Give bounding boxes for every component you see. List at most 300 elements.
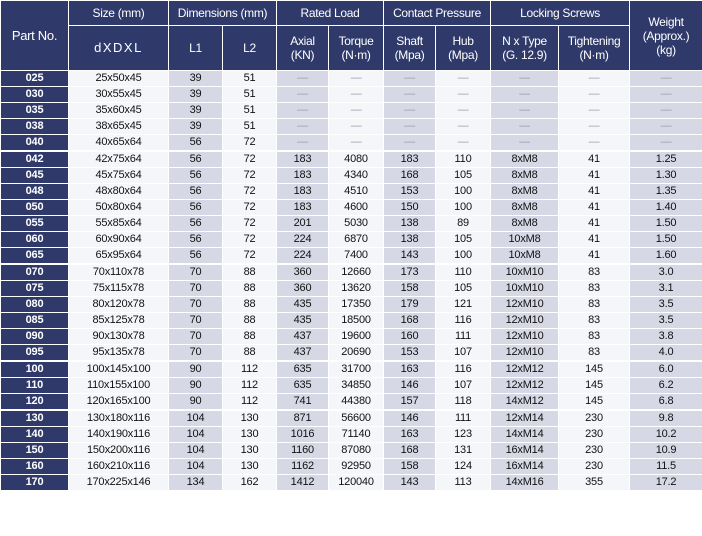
cell-torque: 92950: [329, 459, 384, 475]
cell-l1: 104: [169, 459, 223, 475]
table-row: [1, 264, 702, 281]
cell-hub: —: [436, 119, 491, 135]
cell-size: 38x65x45: [69, 119, 169, 135]
cell-axial: 435: [277, 313, 329, 329]
cell-weight: 6.8: [630, 394, 702, 411]
cell-hub: 89: [436, 216, 491, 232]
cell-axial: 183: [277, 200, 329, 216]
cell-part-no: 075: [1, 281, 69, 297]
cell-part-no: 030: [1, 87, 69, 103]
header-weight: Weight (Approx.) (kg): [630, 1, 702, 71]
cell-tightening: 83: [559, 313, 630, 329]
cell-part-no: 085: [1, 313, 69, 329]
cell-l2: 72: [223, 248, 277, 265]
cell-hub: 113: [436, 475, 491, 491]
cell-size: 100x145x100: [69, 361, 169, 378]
cell-l1: 90: [169, 378, 223, 394]
cell-n-x-type: 8xM8: [491, 168, 559, 184]
header-part-no: Part No.: [1, 1, 69, 71]
cell-part-no: 150: [1, 443, 69, 459]
cell-tightening: 145: [559, 394, 630, 411]
cell-part-no: 160: [1, 459, 69, 475]
cell-n-x-type: 14xM16: [491, 475, 559, 491]
table-row: [1, 345, 702, 362]
header-torque: Torque (N·m): [329, 26, 384, 71]
cell-tightening: 41: [559, 184, 630, 200]
cell-size: 60x90x64: [69, 232, 169, 248]
cell-shaft: 183: [384, 151, 436, 168]
cell-size: 55x85x64: [69, 216, 169, 232]
cell-shaft: 138: [384, 216, 436, 232]
table-row: [1, 475, 702, 491]
cell-l2: 72: [223, 200, 277, 216]
header-rated-load: Rated Load: [277, 1, 384, 26]
table-row: [1, 410, 702, 427]
cell-size: 75x115x78: [69, 281, 169, 297]
cell-weight: 1.25: [630, 151, 702, 168]
cell-weight: 3.1: [630, 281, 702, 297]
table-row: [1, 297, 702, 313]
cell-shaft: 146: [384, 378, 436, 394]
cell-part-no: 130: [1, 410, 69, 427]
cell-shaft: —: [384, 135, 436, 152]
table-row: [1, 216, 702, 232]
table-row: [1, 394, 702, 411]
cell-tightening: 41: [559, 151, 630, 168]
cell-n-x-type: 10xM8: [491, 248, 559, 265]
table-row: [1, 151, 702, 168]
cell-l1: 70: [169, 313, 223, 329]
cell-torque: 6870: [329, 232, 384, 248]
cell-axial: 224: [277, 232, 329, 248]
cell-l1: 104: [169, 443, 223, 459]
cell-shaft: 153: [384, 345, 436, 362]
cell-part-no: 090: [1, 329, 69, 345]
cell-tightening: 83: [559, 329, 630, 345]
cell-n-x-type: —: [491, 87, 559, 103]
cell-size: 42x75x64: [69, 151, 169, 168]
cell-l1: 134: [169, 475, 223, 491]
cell-shaft: 173: [384, 264, 436, 281]
cell-axial: 183: [277, 151, 329, 168]
cell-size: 110x155x100: [69, 378, 169, 394]
cell-torque: —: [329, 71, 384, 87]
cell-weight: 1.50: [630, 216, 702, 232]
cell-torque: 4340: [329, 168, 384, 184]
cell-hub: —: [436, 103, 491, 119]
cell-hub: 105: [436, 281, 491, 297]
cell-size: 50x80x64: [69, 200, 169, 216]
cell-tightening: 41: [559, 168, 630, 184]
cell-weight: 6.2: [630, 378, 702, 394]
cell-shaft: —: [384, 71, 436, 87]
header-axial: Axial (KN): [277, 26, 329, 71]
cell-weight: 3.8: [630, 329, 702, 345]
table-header: [1, 1, 702, 71]
cell-weight: 9.8: [630, 410, 702, 427]
cell-size: 48x80x64: [69, 184, 169, 200]
table-row: [1, 281, 702, 297]
cell-axial: 635: [277, 378, 329, 394]
cell-size: 85x125x78: [69, 313, 169, 329]
cell-part-no: 060: [1, 232, 69, 248]
cell-l2: 88: [223, 329, 277, 345]
header-shaft: Shaft (Mpa): [384, 26, 436, 71]
cell-shaft: 153: [384, 184, 436, 200]
cell-n-x-type: 12xM12: [491, 378, 559, 394]
cell-torque: 87080: [329, 443, 384, 459]
cell-torque: 4080: [329, 151, 384, 168]
cell-weight: 4.0: [630, 345, 702, 362]
cell-tightening: 145: [559, 378, 630, 394]
table-row: [1, 103, 702, 119]
cell-part-no: 070: [1, 264, 69, 281]
cell-hub: 107: [436, 378, 491, 394]
cell-shaft: 158: [384, 459, 436, 475]
cell-hub: 105: [436, 168, 491, 184]
cell-hub: 107: [436, 345, 491, 362]
cell-torque: 5030: [329, 216, 384, 232]
cell-l1: 70: [169, 264, 223, 281]
cell-l1: 39: [169, 119, 223, 135]
cell-part-no: 042: [1, 151, 69, 168]
table-row: [1, 200, 702, 216]
table-row: [1, 71, 702, 87]
table-body: [1, 71, 702, 491]
cell-l2: 130: [223, 410, 277, 427]
table-row: [1, 119, 702, 135]
table-row: [1, 87, 702, 103]
cell-n-x-type: 12xM10: [491, 345, 559, 362]
cell-n-x-type: 8xM8: [491, 200, 559, 216]
cell-tightening: 230: [559, 443, 630, 459]
cell-n-x-type: 10xM8: [491, 232, 559, 248]
cell-part-no: 048: [1, 184, 69, 200]
cell-l1: 104: [169, 427, 223, 443]
cell-tightening: —: [559, 119, 630, 135]
cell-torque: 4510: [329, 184, 384, 200]
cell-tightening: 230: [559, 459, 630, 475]
cell-l2: 112: [223, 361, 277, 378]
cell-l2: 72: [223, 184, 277, 200]
header-contact-pressure: Contact Pressure: [384, 1, 491, 26]
cell-n-x-type: 12xM10: [491, 313, 559, 329]
cell-torque: —: [329, 87, 384, 103]
cell-shaft: 168: [384, 168, 436, 184]
cell-axial: 871: [277, 410, 329, 427]
cell-axial: 360: [277, 264, 329, 281]
cell-weight: —: [630, 87, 702, 103]
table-row: [1, 184, 702, 200]
cell-size: 140x190x116: [69, 427, 169, 443]
cell-hub: 131: [436, 443, 491, 459]
cell-l2: 162: [223, 475, 277, 491]
cell-n-x-type: 8xM8: [491, 151, 559, 168]
cell-hub: 110: [436, 264, 491, 281]
cell-tightening: 355: [559, 475, 630, 491]
cell-axial: 224: [277, 248, 329, 265]
cell-l2: 88: [223, 281, 277, 297]
table-row: [1, 168, 702, 184]
cell-shaft: —: [384, 87, 436, 103]
cell-hub: 100: [436, 248, 491, 265]
cell-axial: 437: [277, 345, 329, 362]
cell-hub: 111: [436, 410, 491, 427]
cell-hub: 123: [436, 427, 491, 443]
cell-l1: 56: [169, 248, 223, 265]
cell-l2: 88: [223, 297, 277, 313]
cell-weight: 17.2: [630, 475, 702, 491]
cell-hub: 105: [436, 232, 491, 248]
cell-l1: 70: [169, 297, 223, 313]
table-row: [1, 135, 702, 152]
cell-weight: 1.35: [630, 184, 702, 200]
cell-weight: 1.40: [630, 200, 702, 216]
cell-tightening: 145: [559, 361, 630, 378]
cell-part-no: 100: [1, 361, 69, 378]
cell-tightening: —: [559, 135, 630, 152]
cell-l2: 51: [223, 87, 277, 103]
cell-l1: 39: [169, 103, 223, 119]
cell-l1: 56: [169, 151, 223, 168]
cell-shaft: 168: [384, 313, 436, 329]
cell-torque: 56600: [329, 410, 384, 427]
cell-weight: 10.9: [630, 443, 702, 459]
cell-n-x-type: 10xM10: [491, 264, 559, 281]
cell-l1: 56: [169, 200, 223, 216]
cell-l1: 70: [169, 281, 223, 297]
cell-part-no: 025: [1, 71, 69, 87]
cell-size: 150x200x116: [69, 443, 169, 459]
cell-tightening: 83: [559, 297, 630, 313]
cell-tightening: 41: [559, 200, 630, 216]
cell-n-x-type: 12xM10: [491, 297, 559, 313]
cell-n-x-type: 12xM10: [491, 329, 559, 345]
cell-torque: 18500: [329, 313, 384, 329]
cell-size: 90x130x78: [69, 329, 169, 345]
cell-part-no: 055: [1, 216, 69, 232]
cell-size: 70x110x78: [69, 264, 169, 281]
cell-torque: 120040: [329, 475, 384, 491]
cell-weight: —: [630, 135, 702, 152]
cell-size: 35x60x45: [69, 103, 169, 119]
cell-tightening: 83: [559, 281, 630, 297]
cell-n-x-type: 16xM14: [491, 443, 559, 459]
cell-tightening: 41: [559, 216, 630, 232]
header-l1: L1: [169, 26, 223, 71]
cell-n-x-type: 12xM12: [491, 361, 559, 378]
cell-tightening: 230: [559, 410, 630, 427]
table-row: [1, 427, 702, 443]
cell-l1: 56: [169, 184, 223, 200]
cell-shaft: 179: [384, 297, 436, 313]
cell-hub: 121: [436, 297, 491, 313]
cell-l2: 72: [223, 216, 277, 232]
cell-l1: 56: [169, 216, 223, 232]
cell-l2: 112: [223, 394, 277, 411]
cell-shaft: 158: [384, 281, 436, 297]
table-row: [1, 443, 702, 459]
cell-axial: —: [277, 87, 329, 103]
cell-torque: 71140: [329, 427, 384, 443]
header-hub: Hub (Mpa): [436, 26, 491, 71]
cell-n-x-type: —: [491, 71, 559, 87]
cell-axial: 360: [277, 281, 329, 297]
cell-part-no: 095: [1, 345, 69, 362]
table-row: [1, 313, 702, 329]
cell-n-x-type: 10xM10: [491, 281, 559, 297]
cell-n-x-type: 14xM12: [491, 394, 559, 411]
cell-tightening: —: [559, 87, 630, 103]
cell-shaft: 168: [384, 443, 436, 459]
cell-l2: 72: [223, 232, 277, 248]
cell-l1: 56: [169, 232, 223, 248]
cell-shaft: 163: [384, 361, 436, 378]
cell-torque: 34850: [329, 378, 384, 394]
cell-size: 40x65x64: [69, 135, 169, 152]
cell-part-no: 045: [1, 168, 69, 184]
cell-part-no: 040: [1, 135, 69, 152]
cell-weight: 1.30: [630, 168, 702, 184]
cell-hub: 111: [436, 329, 491, 345]
cell-size: 25x50x45: [69, 71, 169, 87]
cell-size: 95x135x78: [69, 345, 169, 362]
cell-n-x-type: 8xM8: [491, 184, 559, 200]
cell-torque: —: [329, 119, 384, 135]
header-dxdxl: dXDXL: [69, 26, 169, 71]
cell-axial: 1412: [277, 475, 329, 491]
cell-weight: 10.2: [630, 427, 702, 443]
cell-axial: —: [277, 135, 329, 152]
cell-shaft: 157: [384, 394, 436, 411]
cell-shaft: —: [384, 103, 436, 119]
header-dimensions: Dimensions (mm): [169, 1, 277, 26]
cell-axial: 741: [277, 394, 329, 411]
cell-tightening: 230: [559, 427, 630, 443]
cell-shaft: 150: [384, 200, 436, 216]
cell-l2: 88: [223, 313, 277, 329]
cell-part-no: 170: [1, 475, 69, 491]
cell-axial: —: [277, 119, 329, 135]
cell-l1: 90: [169, 361, 223, 378]
cell-l1: 56: [169, 168, 223, 184]
cell-n-x-type: 16xM14: [491, 459, 559, 475]
cell-weight: 3.5: [630, 313, 702, 329]
cell-size: 120x165x100: [69, 394, 169, 411]
header-locking-screws: Locking Screws: [491, 1, 630, 26]
cell-part-no: 080: [1, 297, 69, 313]
cell-torque: 20690: [329, 345, 384, 362]
cell-torque: 31700: [329, 361, 384, 378]
cell-torque: 17350: [329, 297, 384, 313]
cell-shaft: —: [384, 119, 436, 135]
header-size: Size (mm): [69, 1, 169, 26]
cell-tightening: 83: [559, 264, 630, 281]
cell-size: 65x95x64: [69, 248, 169, 265]
cell-hub: —: [436, 87, 491, 103]
cell-l2: 72: [223, 151, 277, 168]
cell-axial: 437: [277, 329, 329, 345]
cell-hub: —: [436, 71, 491, 87]
cell-tightening: 41: [559, 248, 630, 265]
table-row: [1, 329, 702, 345]
header-n-x-type: N x Type (G. 12.9): [491, 26, 559, 71]
cell-torque: —: [329, 103, 384, 119]
cell-hub: 116: [436, 313, 491, 329]
cell-hub: 118: [436, 394, 491, 411]
cell-shaft: 138: [384, 232, 436, 248]
cell-tightening: 41: [559, 232, 630, 248]
table-row: [1, 459, 702, 475]
cell-axial: 1162: [277, 459, 329, 475]
cell-l2: 72: [223, 168, 277, 184]
cell-size: 170x225x146: [69, 475, 169, 491]
cell-shaft: 160: [384, 329, 436, 345]
cell-l2: 51: [223, 103, 277, 119]
cell-axial: —: [277, 103, 329, 119]
cell-size: 30x55x45: [69, 87, 169, 103]
cell-part-no: 110: [1, 378, 69, 394]
cell-l1: 70: [169, 345, 223, 362]
cell-weight: 11.5: [630, 459, 702, 475]
cell-l2: 112: [223, 378, 277, 394]
cell-n-x-type: 8xM8: [491, 216, 559, 232]
cell-part-no: 140: [1, 427, 69, 443]
cell-size: 45x75x64: [69, 168, 169, 184]
cell-hub: 100: [436, 184, 491, 200]
cell-weight: 3.0: [630, 264, 702, 281]
cell-axial: 635: [277, 361, 329, 378]
cell-l1: 39: [169, 71, 223, 87]
table-row: [1, 378, 702, 394]
table-row: [1, 248, 702, 265]
cell-l1: 56: [169, 135, 223, 152]
cell-axial: 183: [277, 184, 329, 200]
cell-weight: 1.50: [630, 232, 702, 248]
cell-n-x-type: —: [491, 119, 559, 135]
cell-size: 80x120x78: [69, 297, 169, 313]
cell-axial: 201: [277, 216, 329, 232]
cell-part-no: 120: [1, 394, 69, 411]
cell-l2: 130: [223, 427, 277, 443]
cell-l2: 72: [223, 135, 277, 152]
cell-l2: 51: [223, 119, 277, 135]
cell-torque: 44380: [329, 394, 384, 411]
cell-hub: 116: [436, 361, 491, 378]
cell-l1: 90: [169, 394, 223, 411]
table-row: [1, 361, 702, 378]
cell-tightening: —: [559, 103, 630, 119]
cell-torque: 4600: [329, 200, 384, 216]
cell-weight: 3.5: [630, 297, 702, 313]
cell-l1: 39: [169, 87, 223, 103]
cell-part-no: 035: [1, 103, 69, 119]
cell-hub: —: [436, 135, 491, 152]
cell-l2: 51: [223, 71, 277, 87]
cell-l2: 88: [223, 345, 277, 362]
cell-torque: 19600: [329, 329, 384, 345]
cell-weight: —: [630, 71, 702, 87]
cell-l1: 70: [169, 329, 223, 345]
cell-l2: 88: [223, 264, 277, 281]
cell-size: 160x210x116: [69, 459, 169, 475]
cell-axial: —: [277, 71, 329, 87]
cell-n-x-type: —: [491, 135, 559, 152]
cell-axial: 1016: [277, 427, 329, 443]
cell-n-x-type: 14xM14: [491, 427, 559, 443]
cell-n-x-type: 12xM14: [491, 410, 559, 427]
cell-l2: 130: [223, 443, 277, 459]
